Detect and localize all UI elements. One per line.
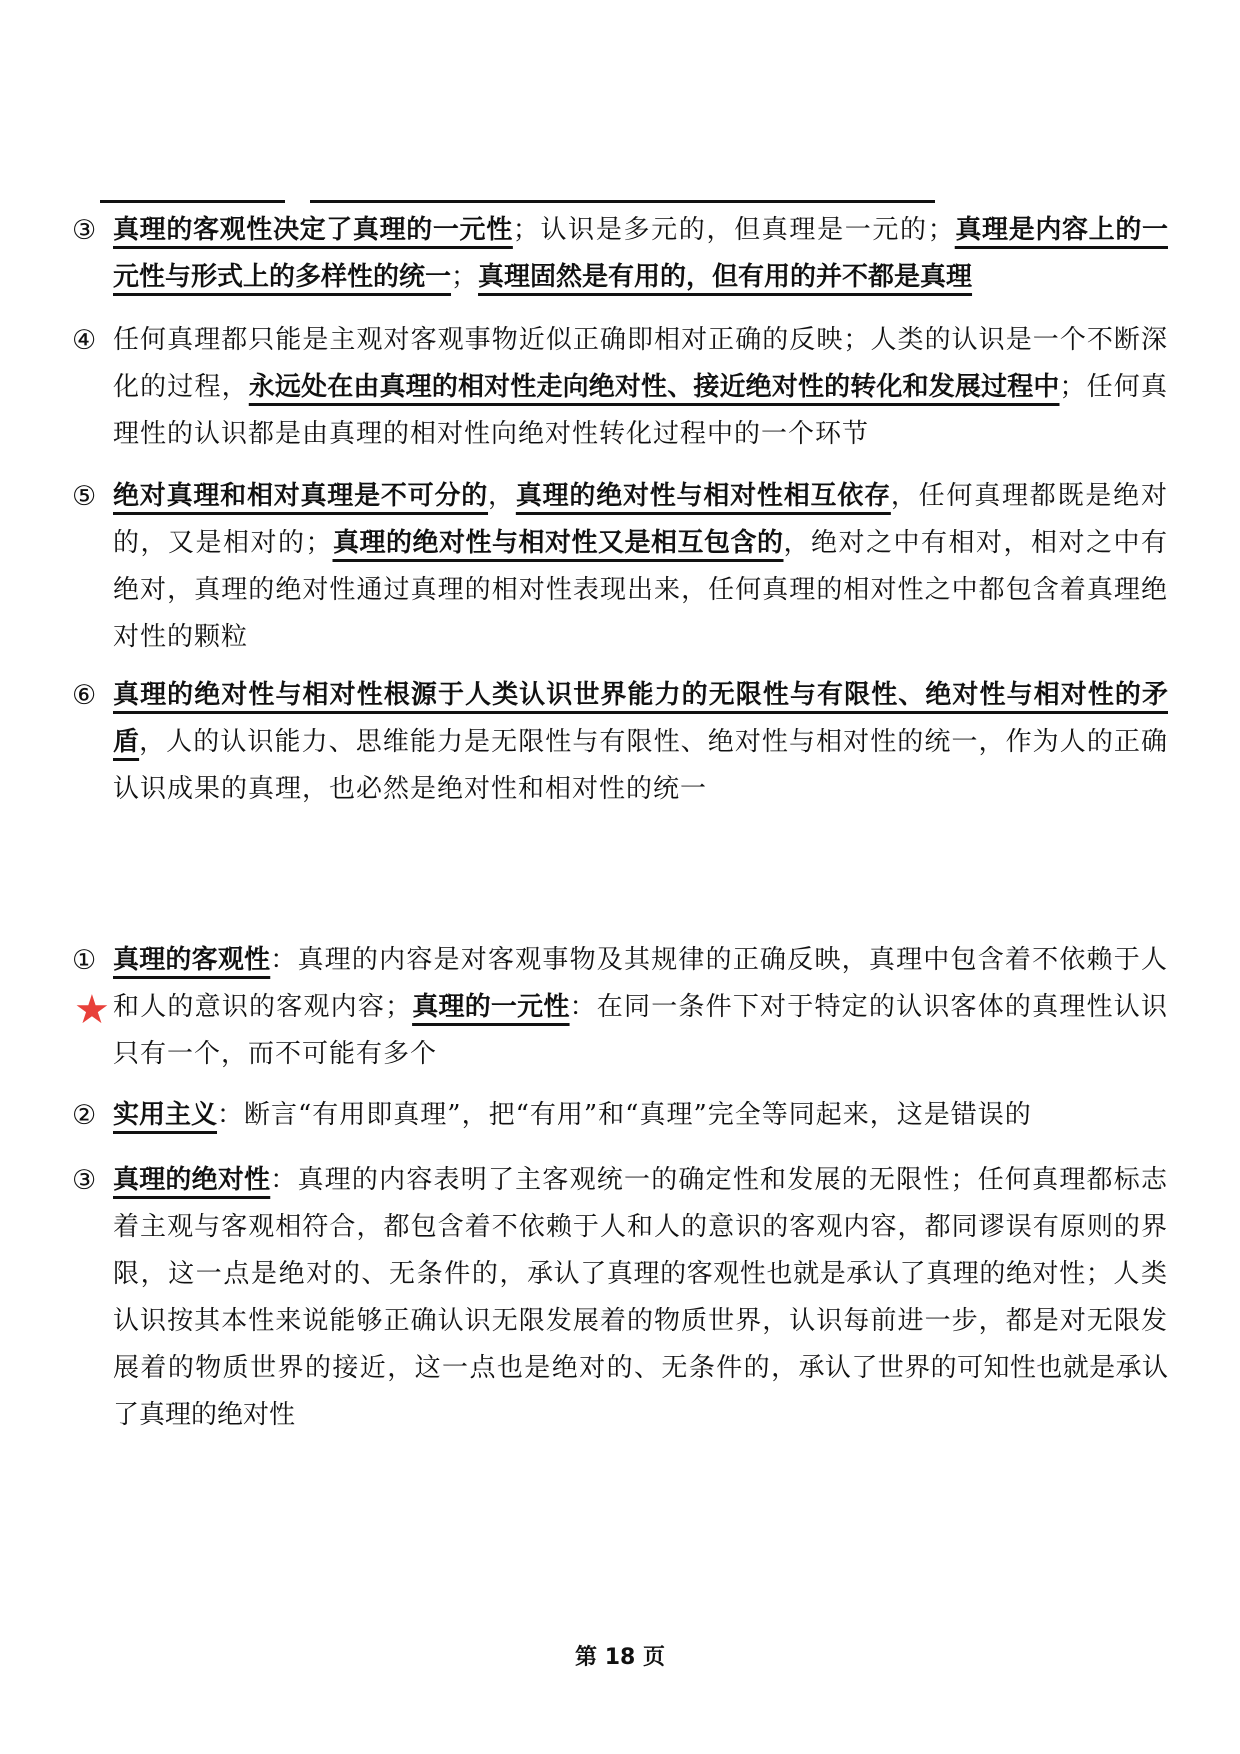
item-number: ⑤ bbox=[72, 481, 97, 512]
item-text bbox=[113, 207, 1168, 301]
blank-line-1 bbox=[100, 200, 285, 203]
body-text: ， bbox=[488, 481, 516, 511]
item-text bbox=[113, 937, 1168, 1078]
key-phrase: 真理的客观性 bbox=[113, 945, 271, 975]
list-item-a4 bbox=[72, 317, 1168, 458]
blank-line-2 bbox=[310, 200, 935, 203]
item-text bbox=[113, 1157, 1168, 1439]
key-phrase: 真理固然是有用的，但有用的并不都是真理 bbox=[478, 262, 973, 292]
body-text: ：真理的内容表明了主客观统一的确定性和发展的无限性；任何真理都标志着主观与客观相符合，都包含着不依赖于人和人的意识的客观内容，都同谬误有原则的界限，这一点是绝对的、无条件的， bbox=[113, 1165, 1168, 1289]
body-text: 任何真理都只能是主观对客观事物近似正确即相对正确的反映；人类的认识是一个不断深化的过程， bbox=[113, 325, 1168, 402]
page-number: 第 18 页 bbox=[575, 1645, 665, 1670]
body-text: ，人的认识能力、思维能力是无限性与有限性、绝对性与相对性的统一，作为人的正确认识成果的真理，也必然是绝对性和相对性的统一 bbox=[113, 727, 1168, 804]
body-text: ；任何真理性的认识都是由真理的相对性向绝对性转化过程中的一个环节 bbox=[113, 372, 1168, 449]
item-text bbox=[113, 672, 1168, 813]
key-phrase: 实用主义 bbox=[113, 1100, 218, 1130]
key-phrase: 真理的绝对性与相对性相互依存 bbox=[515, 481, 891, 511]
list-item-b2 bbox=[72, 1092, 1168, 1139]
list-item-b3 bbox=[72, 1157, 1168, 1439]
item-number: ③ bbox=[72, 1165, 97, 1196]
key-phrase: 真理的客观性决定了真理的一元性 bbox=[113, 215, 513, 245]
body-text: ，任何真理都既是绝对的，又是相对的； bbox=[113, 481, 1168, 558]
emphasis-text: 承认了真理的客观性也就是承认了真理的绝对性 bbox=[527, 1259, 1086, 1289]
body-text: ；人类认识按其本性来说能够正确认识无限发展着的物质世界，认识每前进一步，都是对无限发展着的物质世界的接近，这一点也是绝对的、无条件的， bbox=[113, 1259, 1168, 1383]
key-phrase: 绝对真理和相对真理是不可分的 bbox=[113, 481, 489, 511]
key-phrase: 真理是内容上的一元性与形式上的多样性的统一 bbox=[113, 215, 1168, 292]
item-text bbox=[113, 473, 1168, 661]
item-text bbox=[113, 1092, 1168, 1139]
key-phrase: 真理的绝对性与相对性又是相互包含的 bbox=[332, 528, 784, 558]
star-icon: ★ bbox=[74, 987, 110, 1033]
item-number: ① bbox=[72, 945, 97, 976]
item-number: ③ bbox=[72, 215, 97, 246]
body-text: ；认识是多元的，但真理是一元的； bbox=[512, 215, 955, 245]
key-phrase: 永远处在由真理的相对性走向绝对性、接近绝对性的转化和发展过程中 bbox=[248, 372, 1060, 402]
key-phrase: 真理的绝对性与相对性根源于人类认识世界能力的无限性与有限性、绝对性与相对性的矛盾 bbox=[113, 680, 1168, 757]
body-text: ：在同一条件下对于特定的认识客体的真理性认识只有一个，而不可能有多个 bbox=[113, 992, 1168, 1069]
item-number: ④ bbox=[72, 325, 97, 356]
list-item-a5 bbox=[72, 473, 1168, 661]
list-item-a3 bbox=[72, 207, 1168, 301]
item-text bbox=[113, 317, 1168, 458]
body-text: ：断言“有用即真理”，把“有用”和“真理”完全等同起来，这是错误的 bbox=[217, 1100, 1032, 1130]
key-phrase: 真理的绝对性 bbox=[113, 1165, 271, 1195]
item-number: ⑥ bbox=[72, 680, 97, 711]
body-text: ：真理的内容是对客观事物及其规律的正确反映，真理中包含着不依赖于人和人的意识的客观内容； bbox=[113, 945, 1168, 1022]
item-number: ② bbox=[72, 1100, 97, 1131]
emphasis-text: 承认了世界的可知性也就是承认了真理的绝对性 bbox=[113, 1353, 1168, 1430]
key-phrase: 真理的一元性 bbox=[412, 992, 570, 1022]
body-text: ，绝对之中有相对，相对之中有绝对，真理的绝对性通过真理的相对性表现出来，任何真理的相对性之中都包含着真理绝对性的颗粒 bbox=[113, 528, 1168, 652]
body-text: ； bbox=[451, 262, 479, 292]
list-item-b1 bbox=[72, 937, 1168, 1078]
list-item-a6 bbox=[72, 672, 1168, 813]
